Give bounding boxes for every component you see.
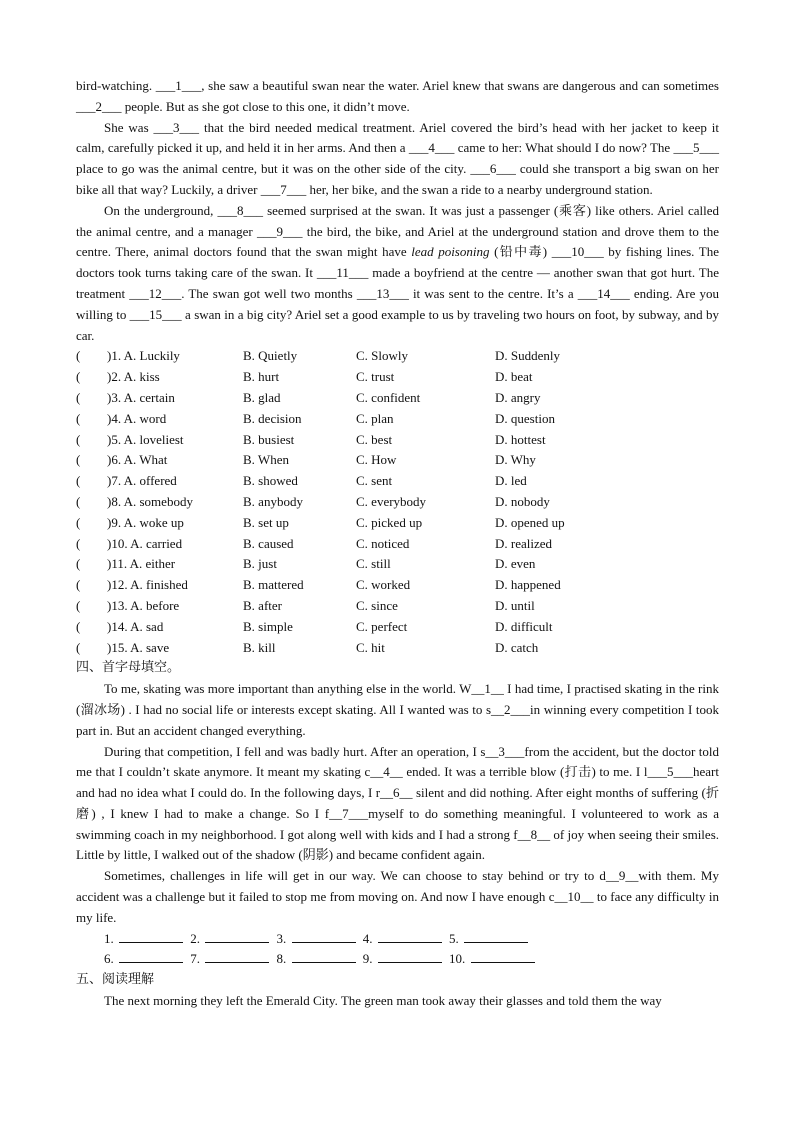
answer-bracket: (	[76, 452, 81, 468]
multiple-choice-list	[76, 346, 719, 658]
option-d: D. even	[495, 556, 536, 572]
question-stem-option-a: )3. A. certain	[107, 389, 175, 405]
option-c: C. trust	[356, 369, 395, 385]
answer-bracket: (	[76, 514, 81, 530]
blank-number: 4.	[362, 930, 373, 946]
option-b: B. set up	[243, 514, 289, 530]
answer-blank[interactable]	[471, 950, 535, 963]
passage-paragraph-2: She was ___3___ that the bird needed medical treatment. Ariel covered the bird’s head with her jacket to keep it calm, carefully picked it up, and held it in her arms. And then a ___4___ came to her: What should I do now? The ___5___ place to go was the animal centre, but it was on the other side of the city. ___6___ could she transport a big swan on her bike all that way? Luckily, a driver ___7___ her, her bike, and the swan a ride to a nearby underground station.	[76, 119, 719, 197]
question-row	[76, 409, 719, 430]
answer-blanks-row-2	[76, 949, 719, 970]
answer-blank[interactable]	[378, 950, 442, 963]
question-stem-option-a: )4. A. word	[107, 410, 167, 426]
question-row	[76, 596, 719, 617]
option-d: D. angry	[495, 389, 541, 405]
question-stem-option-a: )12. A. finished	[107, 577, 188, 593]
blank-number: 2.	[190, 930, 200, 946]
option-c: C. Slowly	[356, 348, 409, 364]
option-d: D. Why	[495, 452, 536, 468]
answer-bracket: (	[76, 431, 81, 447]
blank-number: 5.	[449, 930, 459, 946]
option-c: C. worked	[356, 577, 411, 593]
question-stem-option-a: )9. A. woke up	[107, 514, 184, 530]
answer-blank[interactable]	[119, 930, 183, 943]
option-b: B. showed	[243, 473, 298, 489]
passage-paragraph-3-part-a: On the underground, ___8___ seemed surprised at the swan. It was just a passenger (乘客) like others. Ariel called the animal centre, and a manager ___9___ the bird, the bike, and Ariel at the underground station and drove them to the centre. There, animal doctors found that the swan might have	[76, 202, 719, 260]
answer-bracket: (	[76, 473, 81, 489]
option-c: C. noticed	[356, 535, 410, 551]
option-b: B. Quietly	[243, 348, 298, 364]
question-row	[76, 617, 719, 638]
answer-bracket: (	[76, 389, 81, 405]
blank-number: 1.	[104, 930, 114, 946]
option-d: D. Suddenly	[495, 348, 560, 364]
question-row	[76, 450, 719, 471]
option-b: B. mattered	[243, 577, 304, 593]
answer-bracket: (	[76, 535, 81, 551]
question-row	[76, 388, 719, 409]
option-c: C. sent	[356, 473, 393, 489]
answer-bracket: (	[76, 618, 81, 634]
worksheet-page	[76, 76, 719, 1012]
option-d: D. difficult	[495, 618, 553, 634]
answer-bracket: (	[76, 597, 81, 613]
answer-bracket: (	[76, 493, 81, 509]
option-b: B. glad	[243, 389, 281, 405]
passage-paragraph-3	[76, 201, 719, 347]
answer-bracket: (	[76, 556, 81, 572]
question-stem-option-a: )1. A. Luckily	[107, 348, 180, 364]
option-d: D. catch	[495, 639, 539, 655]
answer-bracket: (	[76, 639, 81, 655]
option-c: C. perfect	[356, 618, 408, 634]
cloze-paragraph-1: To me, skating was more important than anything else in the world. W__1__ I had time, I practised skating in the rink (溜冰场) . I had no social life or interests except skating. All I wanted was to s__2___in winning every competition I took part in. But an accident changed everything.	[76, 681, 719, 738]
option-b: B. caused	[243, 535, 294, 551]
passage-paragraph-1: bird-watching. ___1___, she saw a beautiful swan near the water. Ariel knew that swans are dangerous and can sometimes ___2___ people. But as she got close to this one, it didn’t move.	[76, 78, 719, 114]
blank-number: 8.	[276, 951, 287, 967]
blank-number: 3.	[276, 930, 287, 946]
question-stem-option-a: )8. A. somebody	[107, 493, 193, 509]
option-b: B. after	[243, 597, 282, 613]
answer-blank[interactable]	[292, 930, 356, 943]
question-stem-option-a: )14. A. sad	[107, 618, 164, 634]
answer-blank[interactable]	[205, 930, 269, 943]
question-row	[76, 534, 719, 555]
answer-blank[interactable]	[205, 950, 269, 963]
passage-italic-term: lead poisoning	[411, 244, 490, 260]
option-b: B. hurt	[243, 369, 280, 385]
answer-bracket: (	[76, 577, 81, 593]
option-b: B. When	[243, 452, 289, 468]
option-c: C. How	[356, 452, 397, 468]
option-b: B. decision	[243, 410, 302, 426]
option-b: B. kill	[243, 639, 276, 655]
question-stem-option-a: )7. A. offered	[107, 473, 177, 489]
question-row	[76, 513, 719, 534]
option-d: D. hottest	[495, 431, 546, 447]
option-d: D. led	[495, 473, 527, 489]
passage-paragraph-3-part-b: (铅中毒) ___10___ by fishing lines. The doctors took turns taking care of the swan. It ___11___ made a boyfriend at the centre — another swan that got hurt. The treatment ___12___. The swan got well two months ___13___ it was sent to the centre. It’s a ___14___ ending. Are you willing to ___15___ a swan in a big city? Ariel set a good example to us by traveling two hours on foot, by subway, and by car.	[76, 244, 719, 343]
option-d: D. opened up	[495, 514, 565, 530]
cloze-paragraph-3: Sometimes, challenges in life will get in our way. We can choose to stay behind or try to d__9__with them. My accident was a challenge but it failed to stop me from moving on. And now I have enough c__10__ to face any difficulty in my life.	[76, 868, 719, 925]
question-row	[76, 554, 719, 575]
answer-bracket: (	[76, 369, 81, 385]
option-d: D. question	[495, 410, 555, 426]
answer-blanks-row-1	[76, 929, 719, 950]
question-stem-option-a: )2. A. kiss	[107, 369, 160, 385]
option-c: C. hit	[356, 639, 385, 655]
section-4-heading: 四、首字母填空。	[76, 660, 181, 676]
option-c: C. plan	[356, 410, 394, 426]
option-d: D. nobody	[495, 493, 550, 509]
option-c: C. still	[356, 556, 391, 572]
blank-number: 7.	[190, 951, 200, 967]
option-d: D. beat	[495, 369, 533, 385]
option-c: C. best	[356, 431, 393, 447]
option-c: C. everybody	[356, 493, 427, 509]
option-b: B. simple	[243, 618, 293, 634]
answer-bracket: (	[76, 410, 81, 426]
question-row	[76, 430, 719, 451]
question-row	[76, 638, 719, 659]
question-stem-option-a: )11. A. either	[107, 556, 176, 572]
option-d: D. realized	[495, 535, 553, 551]
cloze-paragraph-2: During that competition, I fell and was badly hurt. After an operation, I s__3___from the accident, but the doctor told me that I couldn’t skate anymore. It meant my skating c__4__ ended. It was a terrible blow (打击) to me. I l___5___heart and had no idea what I could do. In the following days, I r__6__ silent and did nothing. After eight months of suffering (折磨) , I knew I had to make a change. So I f__7___myself to do something meaningful. I volunteered to work as a swimming coach in my neighborhood. I got along well with kids and I had a strong f__8__ of joy when seeing their smiles. Little by little, I walked out of the shadow (阴影) and became confident again.	[76, 743, 719, 863]
option-b: B. just	[243, 556, 277, 572]
question-row	[76, 575, 719, 596]
answer-bracket: (	[76, 348, 81, 364]
option-b: B. busiest	[243, 431, 295, 447]
blank-number: 6.	[104, 951, 114, 967]
question-row	[76, 367, 719, 388]
option-c: C. confident	[356, 389, 421, 405]
question-stem-option-a: )6. A. What	[107, 452, 168, 468]
option-c: C. since	[356, 597, 398, 613]
answer-blank[interactable]	[292, 950, 356, 963]
option-d: D. until	[495, 597, 535, 613]
option-b: B. anybody	[243, 493, 303, 509]
section-5-heading: 五、阅读理解	[76, 972, 155, 988]
answer-blank[interactable]	[119, 950, 183, 963]
question-row	[76, 346, 719, 367]
answer-blank[interactable]	[378, 930, 442, 943]
blank-number: 9.	[362, 951, 373, 967]
question-stem-option-a: )5. A. loveliest	[107, 431, 184, 447]
question-row	[76, 492, 719, 513]
answer-blank[interactable]	[464, 930, 528, 943]
question-stem-option-a: )13. A. before	[107, 597, 180, 613]
option-c: C. picked up	[356, 514, 423, 530]
question-row	[76, 471, 719, 492]
option-d: D. happened	[495, 577, 561, 593]
reading-paragraph-1: The next morning they left the Emerald City. The green man took away their glasses and told them the way	[104, 993, 662, 1009]
question-stem-option-a: )10. A. carried	[107, 535, 183, 551]
question-stem-option-a: )15. A. save	[107, 639, 170, 655]
blank-number: 10.	[449, 951, 466, 967]
